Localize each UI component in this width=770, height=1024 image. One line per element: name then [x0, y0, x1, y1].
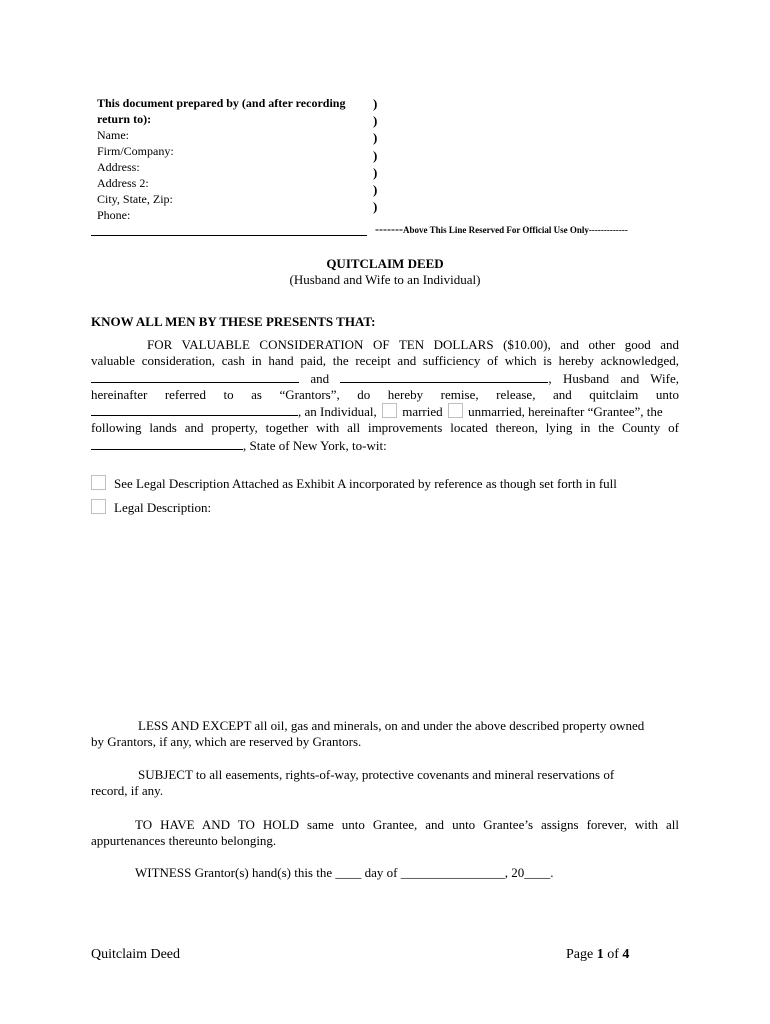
- grantee-name-field[interactable]: [91, 403, 298, 416]
- of-word: of: [607, 947, 619, 962]
- document-subtitle: (Husband and Wife to an Individual): [289, 272, 481, 287]
- married-checkbox[interactable]: [382, 403, 397, 418]
- exhibit-option: [91, 475, 617, 492]
- paren: ): [373, 130, 378, 146]
- official-dashes-left: -------: [375, 222, 403, 236]
- preparer-block: [97, 95, 367, 223]
- to-have-line-2: appurtenances thereunto belonging.: [91, 833, 277, 849]
- witness-line: WITNESS Grantor(s) hand(s) this the ____ day of ________________, 20____.: [135, 865, 554, 880]
- unmarried-text: unmarried, hereinafter “Grantee”, the: [468, 404, 663, 420]
- city-state-zip-label: City, State, Zip:: [97, 192, 173, 206]
- page-total: 4: [622, 947, 630, 962]
- paren-column: [373, 95, 377, 215]
- legal-description-checkbox[interactable]: [91, 499, 106, 514]
- page-number: 1: [596, 947, 604, 962]
- document-title: QUITCLAIM DEED: [326, 256, 444, 271]
- exhibit-checkbox[interactable]: [91, 475, 106, 490]
- paren: ): [373, 147, 378, 163]
- and-text: and: [310, 370, 330, 386]
- to-have-paragraph: [91, 817, 679, 850]
- official-use-text: Above This Line Reserved For Official Use Only: [402, 225, 589, 235]
- paren: ): [373, 96, 378, 111]
- official-dashes-right: -------------: [588, 225, 628, 235]
- subject-line-1: SUBJECT to all easements, rights-of-way, protective covenants and mineral reservations of: [138, 767, 615, 782]
- grantor1-name-field[interactable]: [91, 370, 299, 383]
- consideration-line-1: FOR VALUABLE CONSIDERATION OF TEN DOLLARS ($10.00), and other good and: [147, 337, 679, 352]
- state-text: , State of New York, to-wit:: [243, 437, 387, 453]
- consideration-line-2: valuable consideration, cash in hand paid, the receipt and sufficiency of which is hereby acknowledged,: [91, 353, 679, 369]
- legal-description-option: [91, 499, 211, 516]
- subject-paragraph: [91, 767, 679, 800]
- exhibit-text: See Legal Description Attached as Exhibit A incorporated by reference as though set forth in full: [114, 476, 617, 491]
- consideration-line-3: [91, 370, 679, 387]
- address2-label: Address 2:: [97, 176, 149, 190]
- less-except-paragraph: [91, 718, 679, 751]
- know-all-heading: KNOW ALL MEN BY THESE PRESENTS THAT:: [91, 314, 376, 329]
- consideration-line-7: [91, 437, 679, 454]
- married-text: married: [402, 404, 443, 420]
- consideration-line-4: hereinafter referred to as “Grantors”, do hereby remise, release, and quitclaim unto: [91, 386, 679, 402]
- address-label: Address:: [97, 160, 140, 174]
- name-label: Name:: [97, 128, 129, 142]
- paren: ): [373, 182, 378, 198]
- consideration-line-5: [91, 403, 679, 420]
- page-word: Page: [566, 947, 594, 962]
- paren: ): [373, 199, 378, 215]
- consideration-paragraph: [91, 337, 679, 454]
- husband-wife-text: , Husband and Wife,: [548, 370, 680, 386]
- legal-description-text: Legal Description:: [114, 500, 212, 515]
- to-have-line-1: TO HAVE AND TO HOLD same unto Grantee, and unto Grantee’s assigns forever, with all: [135, 817, 679, 832]
- grantor2-name-field[interactable]: [340, 370, 548, 383]
- county-field[interactable]: [91, 437, 243, 450]
- paren: ): [373, 113, 378, 129]
- paren: ): [373, 164, 378, 180]
- preparer-divider: [91, 235, 367, 236]
- unmarried-checkbox[interactable]: [448, 403, 463, 418]
- preparer-heading-line2: return to):: [97, 112, 152, 126]
- consideration-line-6: following lands and property, together with all improvements located thereon, lying in the County of: [91, 420, 679, 436]
- page-indicator: [566, 947, 629, 963]
- firm-label: Firm/Company:: [97, 144, 174, 158]
- official-use-line: [375, 222, 628, 237]
- individual-text: , an Individual,: [298, 404, 377, 420]
- less-except-line-1: LESS AND EXCEPT all oil, gas and minerals, on and under the above described property owned: [138, 718, 645, 733]
- less-except-line-2: by Grantors, if any, which are reserved by Grantors.: [91, 734, 362, 750]
- phone-label: Phone:: [97, 208, 131, 222]
- subject-line-2: record, if any.: [91, 783, 164, 799]
- footer-title: Quitclaim Deed: [91, 947, 181, 962]
- preparer-heading-line1: This document prepared by (and after recording: [97, 96, 346, 110]
